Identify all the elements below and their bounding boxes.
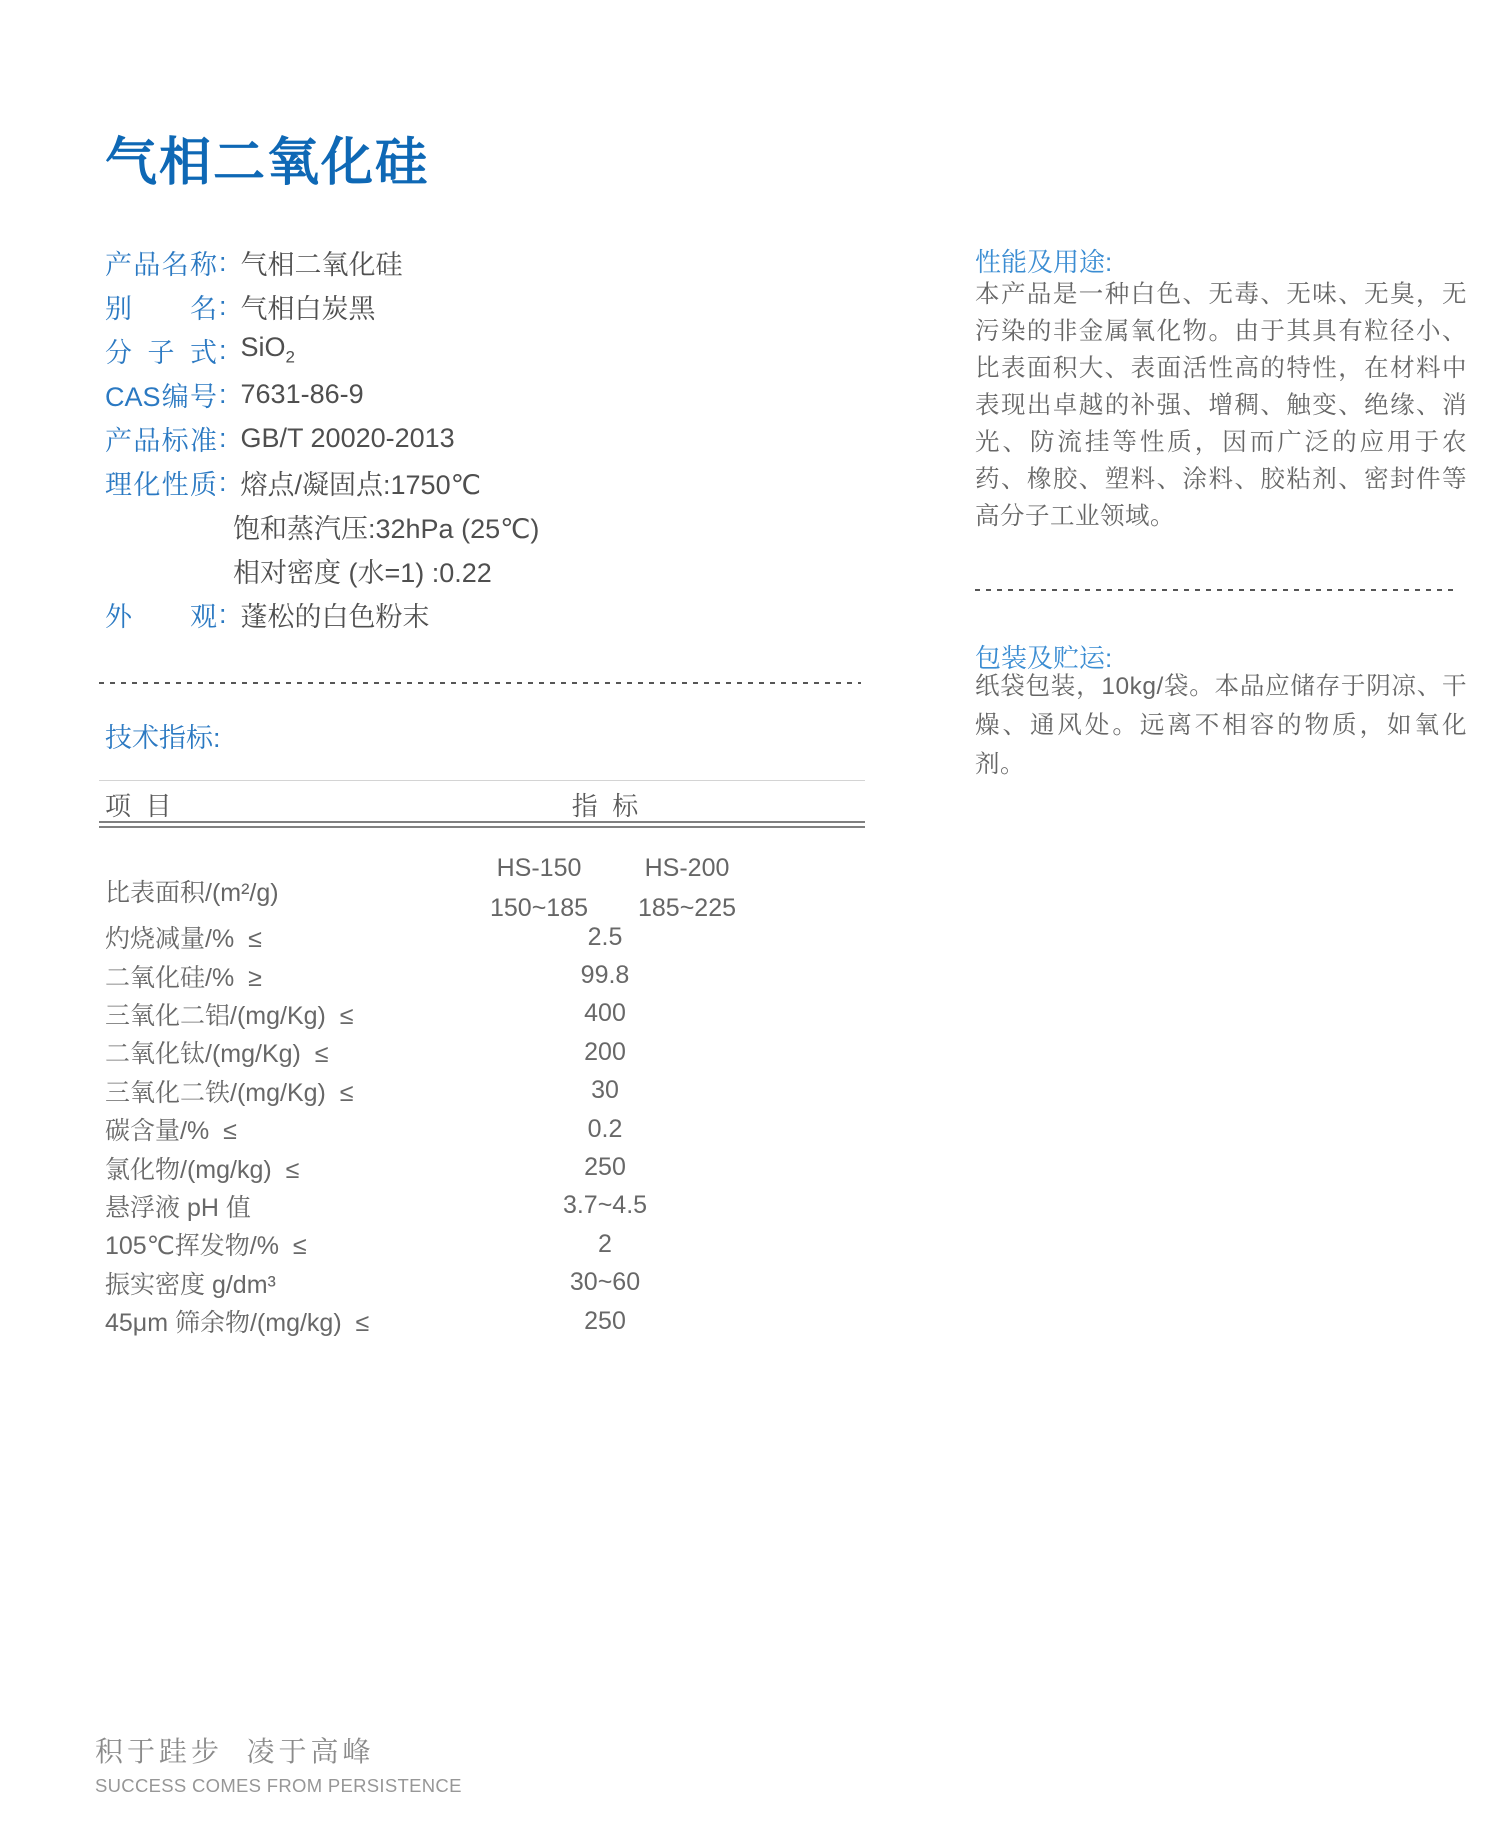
info-value: 相对密度 (水=1) :0.22	[233, 557, 492, 588]
info-label: 分子式	[105, 337, 217, 368]
molecular-formula	[241, 332, 295, 367]
row-value: 2	[598, 1229, 612, 1258]
page-title: 气相二氧化硅	[105, 134, 430, 192]
row-value: 0.2	[587, 1114, 623, 1143]
row-item: 氯化物/(mg/kg) ≤	[105, 1155, 300, 1184]
info-colon: :	[219, 598, 227, 629]
row-value: 400	[584, 999, 626, 1028]
table-row	[99, 1033, 865, 1071]
packaging-section-body: 纸袋包装，10kg/袋。本品应储存于阴凉、干燥、通风处。远离不相容的物质，如氧化剂。	[975, 673, 1467, 778]
info-label: 产品标准	[105, 425, 217, 456]
row-item: 三氧化二铁/(mg/Kg) ≤	[105, 1078, 354, 1107]
table-row	[99, 1148, 865, 1186]
table-row	[99, 1110, 865, 1148]
table-row	[99, 918, 865, 956]
info-row-properties-cont	[105, 548, 885, 592]
table-row	[99, 956, 865, 994]
range-hs200: 185~225	[637, 894, 737, 922]
table-header	[99, 786, 865, 821]
info-label: 别名	[105, 293, 217, 324]
column-header-spec: 指 标	[571, 791, 639, 821]
table-rows	[99, 918, 865, 1340]
row-value: 3.7~4.5	[562, 1191, 648, 1220]
info-value: 气相白炭黑	[240, 293, 376, 324]
row-value: 200	[584, 1037, 626, 1066]
usage-section-title: 性能及用途:	[975, 247, 1113, 277]
info-row-standard	[105, 416, 885, 460]
column-header-item: 项 目	[105, 791, 172, 821]
row-value: 250	[584, 1306, 626, 1335]
packaging-section-title: 包装及贮运:	[975, 643, 1113, 673]
info-row-product-name	[105, 240, 885, 284]
table-top-rule	[99, 780, 865, 781]
grade-hs150: HS-150	[496, 854, 582, 882]
formula-subscript: 2	[285, 347, 295, 367]
info-row-appearance	[105, 592, 885, 636]
table-row	[99, 995, 865, 1033]
row-item: 灼烧减量/% ≤	[105, 925, 262, 954]
table-row	[99, 1187, 865, 1225]
info-value: 熔点/凝固点:1750℃	[240, 469, 481, 500]
row-value: 2.5	[587, 922, 623, 951]
info-label: 产品名称	[105, 249, 217, 280]
info-colon: :	[219, 466, 227, 497]
footer-slogan-en: SUCCESS COMES FROM PERSISTENCE	[95, 1775, 462, 1796]
info-label: 理化性质	[105, 469, 217, 500]
info-value: 7631-86-9	[240, 378, 364, 409]
row-value: 99.8	[580, 961, 630, 990]
info-colon: :	[219, 422, 227, 453]
row-item: 二氧化硅/% ≥	[105, 963, 262, 992]
footer-slogan-cn: 积于跬步 凌于高峰	[95, 1736, 375, 1767]
row-value: 30	[591, 1076, 619, 1105]
row-item-surface-area: 比表面积/(m²/g)	[105, 879, 279, 907]
row-item: 二氧化钛/(mg/Kg) ≤	[105, 1040, 329, 1069]
table-double-rule	[99, 821, 865, 828]
info-colon: :	[219, 246, 227, 277]
row-item: 三氧化二铝/(mg/Kg) ≤	[105, 1001, 354, 1030]
table-row	[99, 1302, 865, 1340]
table-row	[99, 1264, 865, 1302]
table-row	[99, 1072, 865, 1110]
footer	[95, 1730, 462, 1797]
tech-section-title: 技术指标:	[105, 723, 221, 753]
product-info-list	[105, 240, 885, 636]
left-dashed-divider	[99, 682, 861, 684]
row-item: 45μm 筛余物/(mg/kg) ≤	[105, 1309, 370, 1338]
info-value: 蓬松的白色粉末	[240, 601, 430, 632]
row-item: 悬浮液 pH 值	[105, 1193, 251, 1222]
info-row-properties-cont	[105, 504, 885, 548]
info-value: 饱和蒸汽压:32hPa (25℃)	[233, 513, 540, 544]
info-row-properties	[105, 460, 885, 504]
grade-hs200: HS-200	[644, 854, 730, 882]
usage-section-body: 本产品是一种白色、无毒、无味、无臭，无污染的非金属氧化物。由于其具有粒径小、比表面积大、表面活性高的特性，在材料中表现出卓越的补强、增稠、触变、绝缘、消光、防流挂等性质，因而广泛的应用于农药、橡胶、塑料、涂料、胶粘剂、密封件等高分子工业领域。	[975, 281, 1467, 530]
formula-main: SiO	[240, 332, 286, 363]
info-row-formula	[105, 328, 885, 372]
info-label: CAS编号	[105, 381, 217, 412]
right-dashed-divider	[975, 589, 1457, 591]
info-colon: :	[219, 378, 227, 409]
info-row-alias	[105, 284, 885, 328]
info-colon: :	[219, 334, 227, 365]
row-item: 碳含量/% ≤	[105, 1117, 237, 1146]
info-row-cas	[105, 372, 885, 416]
range-hs150: 150~185	[489, 894, 589, 922]
row-item: 105℃挥发物/% ≤	[105, 1232, 307, 1261]
info-label: 外观	[105, 601, 217, 632]
info-value: GB/T 20020-2013	[240, 422, 455, 453]
info-value: 气相二氧化硅	[240, 249, 403, 280]
info-colon: :	[219, 290, 227, 321]
row-value: 250	[584, 1153, 626, 1182]
row-value: 30~60	[569, 1268, 641, 1297]
table-row	[99, 1225, 865, 1263]
row-item: 振实密度 g/dm³	[105, 1270, 276, 1299]
